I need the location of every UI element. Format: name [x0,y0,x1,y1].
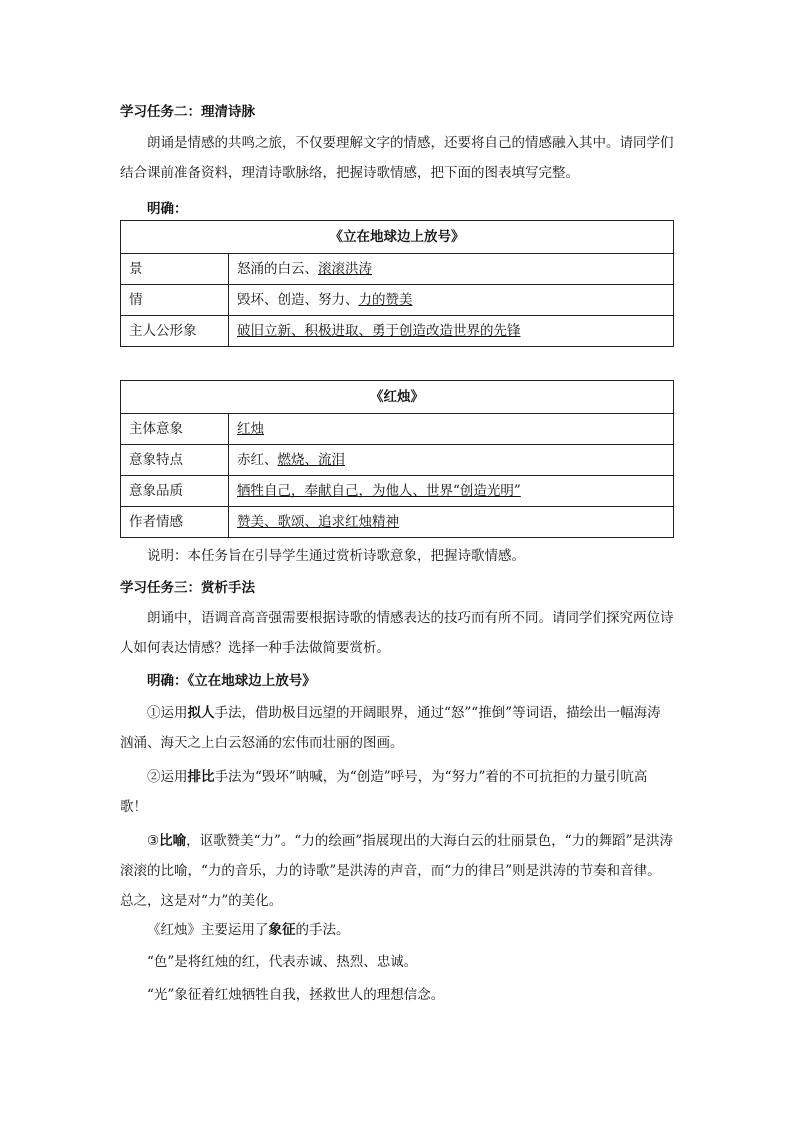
table-row [121,445,674,476]
task3-answer-label: 明确：《立在地球边上放号》 [147,673,316,689]
task2-answer-label: 明确： [147,201,188,217]
table1-key: 主人公形象 [121,316,229,347]
table-row [121,254,674,285]
table1-value: 怒涌的白云、滚滚洪涛 [229,254,674,285]
task3-heading: 学习任务三：赏析手法 [120,580,255,596]
analysis-item-1: ①运用拟人手法，借助极目远望的开阔眼界，通过“怒”“推倒”等词语，描绘出一幅海涛汹涌、海天之上白云怒涌的宏伟而壮丽的图画。 [120,705,661,751]
table-poem2 [120,380,674,538]
task2-heading: 学习任务二：理清诗脉 [120,104,255,120]
table-row [121,507,674,538]
table-row [121,476,674,507]
table-row [121,414,674,445]
task2-intro: 朗诵是情感的共鸣之旅，不仅要理解文字的情感，还要将自己的情感融入其中。请同学们结合课前准备资料，理清诗歌脉络，把握诗歌情感，把下面的图表填写完整。 [120,135,674,181]
table2-key: 主体意象 [121,414,229,445]
table1-key: 景 [121,254,229,285]
light-symbol-line: “光”象征着红烛牺牲自我，拯救世人的理想信念。 [147,987,445,1003]
table2-key: 意象品质 [121,476,229,507]
color-symbol-line: “色”是将红烛的红，代表赤诚、热烈、忠诚。 [147,954,418,970]
table1-value: 毁坏、创造、努力、力的赞美 [229,285,674,316]
table2-value: 牺牲自己，奉献自己，为他人、世界“创造光明” [229,476,674,507]
hongzhu-technique: 《红烛》主要运用了象征的手法。 [147,922,350,938]
table-poem1 [120,220,674,347]
table2-value: 红烛 [229,414,674,445]
table2-value: 赤红、燃烧、流泪 [229,445,674,476]
analysis-item-2: ②运用排比手法为“毁坏”呐喊，为“创造”呼号，为“努力”着的不可抗拒的力量引吭高歌！ [120,769,648,815]
table2-key: 意象特点 [121,445,229,476]
table2-title: 《红烛》 [121,381,674,414]
analysis-item-3: ③比喻，讴歌赞美“力”。“力的绘画”指展现出的大海白云的壮丽景色，“力的舞蹈”是洪涛滚滚的比喻，“力的音乐，力的诗歌”是洪涛的声音，而“力的律吕”则是洪涛的节奏和音律。总之，这是对“力”的美化。 [120,833,674,909]
table-row [121,316,674,347]
task3-intro: 朗诵中，语调音高音强需要根据诗歌的情感表达的技巧而有所不同。请同学们探究两位诗人如何表达情感？选择一种手法做简要赏析。 [120,610,674,656]
table1-key: 情 [121,285,229,316]
note-text: 说明：本任务旨在引导学生通过赏析诗歌意象，把握诗歌情感。 [147,548,525,564]
table1-title: 《立在地球边上放号》 [121,221,674,254]
table1-value: 破旧立新、积极进取、勇于创造改造世界的先锋 [229,316,674,347]
table2-value: 赞美、歌颂、追求红烛精神 [229,507,674,538]
table-row [121,285,674,316]
table2-key: 作者情感 [121,507,229,538]
